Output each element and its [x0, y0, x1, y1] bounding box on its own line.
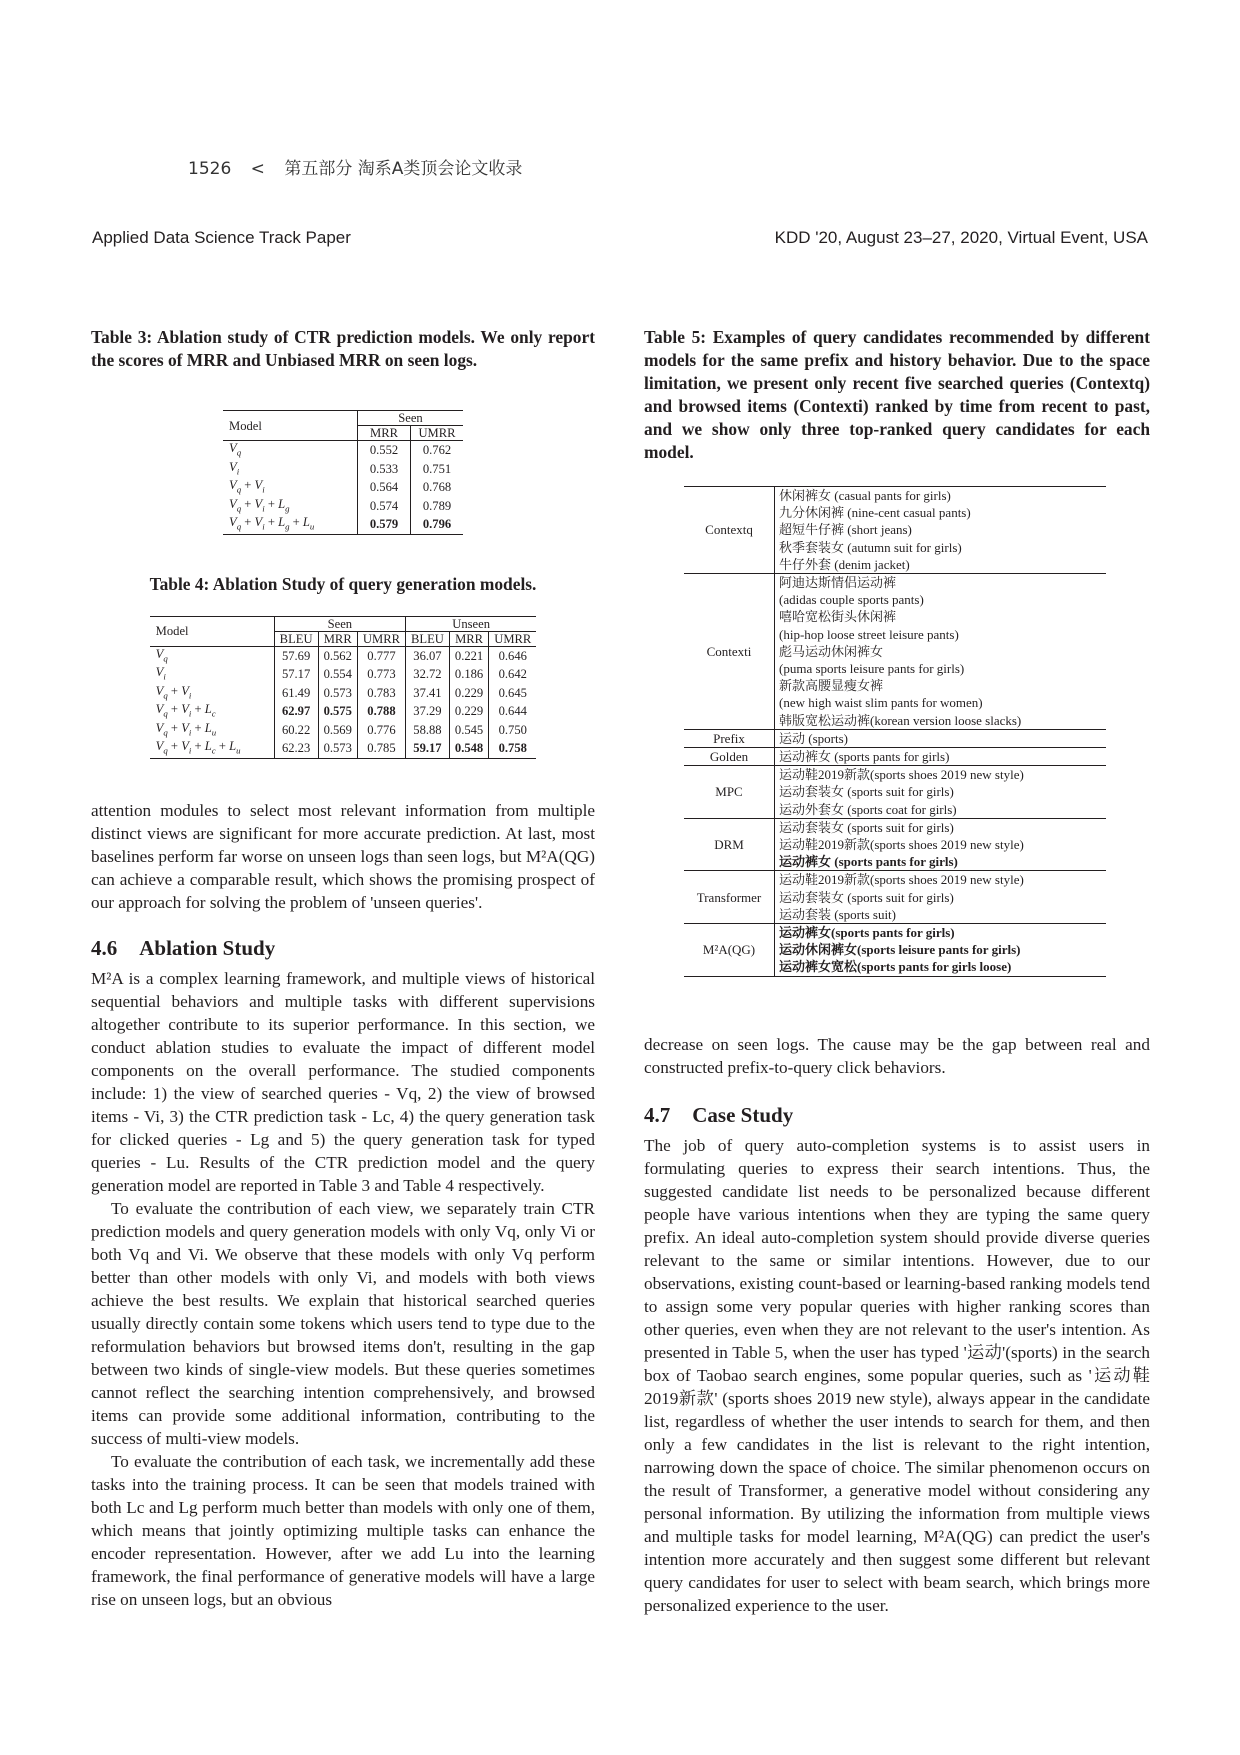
list-item: 秋季套装女 (autumn suit for girls)	[779, 539, 962, 555]
table4-cell: 0.554	[318, 665, 357, 684]
table3-model-cell: $V_i$	[229, 459, 240, 477]
table4-cell: 0.642	[489, 665, 537, 684]
table5-row-label: M²A(QG)	[684, 924, 775, 977]
list-item: (adidas couple sports pants)	[779, 592, 924, 608]
table4-col-header: UMRR	[357, 631, 405, 646]
list-item: 超短牛仔裤 (short jeans)	[779, 522, 912, 538]
table4-cell: 0.783	[357, 684, 405, 703]
table4-cell: 57.17	[274, 665, 318, 684]
list-item: (puma sports leisure pants for girls)	[779, 661, 965, 677]
table4-model-header: Model	[150, 616, 275, 646]
book-header	[188, 154, 536, 179]
list-item: 新款高腰显瘦女裤	[779, 678, 884, 694]
table4-cell: 60.22	[274, 721, 318, 740]
section-title: Case Study	[692, 1102, 794, 1127]
table4-cell: 0.569	[318, 721, 357, 740]
table4-cell: 0.773	[357, 665, 405, 684]
table3	[223, 410, 463, 535]
table-row	[684, 871, 1106, 924]
section-heading-4-6	[91, 936, 595, 961]
list-item: 运动裤女(sports pants for girls)	[779, 925, 955, 941]
table4-cell: 0.644	[489, 702, 537, 721]
table5-row-label: DRM	[684, 818, 775, 871]
table4-col-header: UMRR	[489, 631, 537, 646]
paragraph: M²A is a complex learning framework, and multiple views of historical sequential behaviors and multiple tasks with different supervisions altogether contribute to its superior performance. In this section, we conduct ablation studies to evaluate the impact of different model components on the overall performance. The studied components include: 1) the view of searched queries - Vq, 2) the view of browsed items - Vi, 3) the CTR prediction task - Lc, 4) the query generation task for clicked queries - Lg and 5) the query generation task for typed queries - Lu. Results of the CTR prediction model and the query generation model are reported in Table 3 and Table 4 respectively.	[91, 968, 595, 1195]
list-item: 运动套装 (sports suit)	[779, 906, 897, 922]
table-row	[223, 515, 463, 534]
table4-cell: 36.07	[406, 646, 450, 665]
table3-cell: 0.762	[411, 441, 464, 460]
right-column	[644, 326, 1150, 1617]
table3-cell: 0.579	[358, 515, 411, 534]
paragraph: To evaluate the contribution of each view, we separately train CTR prediction models and query generation models with only Vq, only Vi or both Vq and Vi. We observe that these models with only Vq perform better than other models with only Vi, and models with both views achieve the best results. We explain that historical searched queries usually directly contain some tokens which users tend to type due to the reformulation behaviors but browsed items don't, resulting in the gap between two kinds of single-view models. But these queries sometimes cannot reflect the searching intention comprehensively, and browsed items can provide some additional information, contributing to the success of multi-view models.	[91, 1198, 595, 1448]
table4-cell: 0.545	[449, 721, 488, 740]
table5-candidates	[775, 574, 1107, 730]
list-item: (hip-hop loose street leisure pants)	[779, 626, 959, 642]
paragraph: attention modules to select most relevant information from multiple distinct views are significant for more accurate prediction. At last, most baselines perform far worse on unseen logs than seen logs, but M²A(QG) can achieve a comparable result, which shows the promising prospect of our approach for solving the problem of 'unseen queries'.	[91, 800, 595, 912]
table5-row-label: Golden	[684, 748, 775, 766]
table4-cell: 0.758	[489, 739, 537, 758]
list-item: 运动裤女宽松(sports pants for girls loose)	[779, 959, 1012, 975]
paragraph: The job of query auto-completion systems is to assist users in formulating queries to express their search intentions. Thus, the suggested candidate list needs to be personalized because different people have various intentions when they are typing the same query prefix. An ideal auto-completion system should provide diverse queries relevant to the same or similar intentions. However, due to our observations, existing count-based or learning-based ranking models tend to assign some very popular queries with higher ranking scores than other queries, even when they are not relevant to the user's intention. As presented in Table 5, when the user has typed '运动'(sports) in the search box of Taobao search engines, some popular queries, such as '运动鞋2019新款' (sports shoes 2019 new style), always appear in the candidate list, regardless of whether the user intends to search for them, and then only a few candidates in the list is relevant to the right intention, narrowing down the space of choice. The similar phenomenon occurs on the result of Transformer, a generative model without considering any personal information. By utilizing the information from multiple views and multiple tasks for model learning, M²A(QG) can predict the user's intention more accurately and then suggest some different but relevant query candidates for user to select with beam search, which brings more personalized experience to the user.	[644, 1135, 1150, 1615]
table4-cell: 0.573	[318, 739, 357, 758]
table4-group-unseen: Unseen	[406, 616, 537, 631]
table4-col-header: BLEU	[406, 631, 450, 646]
list-item: 运动 (sports)	[779, 730, 848, 746]
table-row	[684, 748, 1106, 766]
table5	[684, 486, 1106, 977]
table-row	[223, 497, 463, 516]
list-item: 九分休闲裤 (nine-cent casual pants)	[779, 505, 971, 521]
table4-cell: 0.186	[449, 665, 488, 684]
table5-candidates	[775, 818, 1107, 871]
table3-model-cell: $V_q + V_i + L_g$	[229, 496, 290, 514]
table4-cell: 0.646	[489, 646, 537, 665]
table3-cell: 0.768	[411, 478, 464, 497]
running-header-right: KDD '20, August 23–27, 2020, Virtual Event, USA	[774, 228, 1148, 247]
table-row	[684, 574, 1106, 730]
table5-candidates	[775, 748, 1107, 766]
table4-model-cell: $V_q + V_i$	[155, 683, 192, 701]
table4-model-cell: $V_i$	[155, 665, 166, 682]
table3-caption: Table 3: Ablation study of CTR prediction models. We only report the scores of MRR and Unbiased MRR on seen logs.	[91, 327, 595, 370]
table4-cell: 0.776	[357, 721, 405, 740]
table4-cell: 37.41	[406, 684, 450, 703]
table3-model-cell: $V_q$	[229, 441, 242, 458]
list-item: 运动裤女 (sports pants for girls)	[779, 854, 958, 870]
list-item: 运动休闲裤女(sports leisure pants for girls)	[779, 942, 1021, 958]
table3-cell: 0.552	[358, 441, 411, 460]
table-row	[223, 460, 463, 479]
table4-model-cell: $V_q + V_i + L_c$	[155, 702, 216, 719]
table4-col-header: BLEU	[274, 631, 318, 646]
table4-cell: 0.562	[318, 646, 357, 665]
table5-row-label: MPC	[684, 766, 775, 819]
table4-cell: 32.72	[406, 665, 450, 684]
table4-col-header: MRR	[449, 631, 488, 646]
table5-row-label: Contextq	[684, 487, 775, 574]
table-row	[150, 702, 537, 721]
list-item: 阿迪达斯情侣运动裤	[779, 575, 897, 591]
table3-cell: 0.751	[411, 460, 464, 479]
table4-cell: 0.645	[489, 684, 537, 703]
table4-cell: 59.17	[406, 739, 450, 758]
table5-row-label: Contexti	[684, 574, 775, 730]
table5-candidates	[775, 487, 1107, 574]
section-title: Ablation Study	[139, 935, 276, 960]
table4-model-cell: $V_q$	[155, 646, 168, 664]
table-row	[150, 684, 537, 703]
table4-model-cell: $V_q + V_i + L_c + L_u$	[150, 739, 275, 758]
table3-cell: 0.533	[358, 460, 411, 479]
table3-cell: 0.574	[358, 497, 411, 516]
list-item: 嘻哈宽松街头休闲裤	[779, 609, 897, 625]
list-item: 运动鞋2019新款(sports shoes 2019 new style)	[779, 837, 1024, 853]
book-header-title: 第五部分 淘系A类顶会论文收录	[284, 159, 523, 179]
paragraph: To evaluate the contribution of each task, we incrementally add these tasks into the training process. It can be seen that models trained with both Lc and Lg perform much better than models with only one of them, which means that jointly optimizing multiple tasks can enhance the encoder representation. However, after we add Lu into the learning framework, the final performance of generative models will have a large rise on unseen logs, but an obvious	[91, 1451, 595, 1609]
table4-cell: 0.750	[489, 721, 537, 740]
table-row	[684, 924, 1106, 977]
running-header-left: Applied Data Science Track Paper	[92, 228, 351, 247]
list-item: 运动套装女 (sports suit for girls)	[779, 819, 954, 835]
list-item: 运动套装女 (sports suit for girls)	[779, 889, 954, 905]
list-item: 休闲裤女 (casual pants for girls)	[779, 488, 951, 503]
table4-cell: 0.229	[449, 702, 488, 721]
table-row	[150, 739, 537, 758]
table3-col-mrr: MRR	[358, 426, 411, 441]
table4-col-header: MRR	[318, 631, 357, 646]
table5-row-label: Transformer	[684, 871, 775, 924]
table4-cell: 0.221	[449, 646, 488, 665]
list-item: 运动套装女 (sports suit for girls)	[779, 784, 954, 800]
table4-cell: 0.575	[318, 702, 357, 721]
list-item: 运动鞋2019新款(sports shoes 2019 new style)	[779, 872, 1024, 888]
list-item: 韩版宽松运动裤(korean version loose slacks)	[779, 712, 1022, 728]
table4-cell: 0.548	[449, 739, 488, 758]
table3-model-header: Model	[223, 411, 358, 441]
table4-cell: 62.23	[274, 739, 318, 758]
table4-group-seen: Seen	[274, 616, 405, 631]
table4-cell: 0.777	[357, 646, 405, 665]
table-row	[150, 646, 537, 665]
table4-cell: 0.788	[357, 702, 405, 721]
table-row	[684, 818, 1106, 871]
table4-cell: 0.229	[449, 684, 488, 703]
table4-model-cell: $V_q + V_i + L_u$	[155, 720, 217, 738]
table3-model-cell: $V_q + V_i$	[229, 478, 265, 495]
table4-cell: 58.88	[406, 721, 450, 740]
table5-candidates	[775, 729, 1107, 747]
table-row	[150, 721, 537, 740]
table5-candidates	[775, 766, 1107, 819]
table4	[150, 616, 537, 759]
table5-candidates	[775, 924, 1107, 977]
paragraph: decrease on seen logs. The cause may be the gap between real and constructed prefix-to-query click behaviors.	[644, 1034, 1150, 1077]
table-row	[684, 487, 1106, 574]
table3-group-header: Seen	[358, 411, 464, 426]
section-heading-4-7	[644, 1103, 1150, 1128]
section-number: 4.7	[644, 1102, 671, 1127]
table-row	[684, 729, 1106, 747]
book-header-separator: <	[250, 159, 265, 179]
list-item: (new high waist slim pants for women)	[779, 695, 983, 711]
table4-cell: 57.69	[274, 646, 318, 665]
table4-cell: 37.29	[406, 702, 450, 721]
table4-cell: 0.785	[357, 739, 405, 758]
table-row	[223, 478, 463, 497]
book-page-number: 1526	[188, 159, 232, 179]
table5-caption: Table 5: Examples of query candidates recommended by different models for the same prefix and history behavior. Due to the space limitation, we present only recent five searched queries (Contextq) and browsed items (Contexti) ranked by time from recent to past, and we show only three top-ranked query candidates for each model.	[644, 327, 1150, 462]
left-column	[91, 326, 595, 1611]
table5-candidates	[775, 871, 1107, 924]
list-item: 彪马运动休闲裤女	[779, 643, 884, 659]
list-item: 运动鞋2019新款(sports shoes 2019 new style)	[779, 767, 1024, 783]
table-row	[684, 766, 1106, 819]
table4-caption: Table 4: Ablation Study of query generation models.	[149, 573, 537, 594]
table-row	[150, 665, 537, 684]
section-number: 4.6	[91, 935, 118, 960]
table3-model-cell: $V_q + V_i + L_g + L_u$	[223, 515, 358, 534]
list-item: 运动裤女 (sports pants for girls)	[779, 749, 950, 765]
table4-cell: 62.97	[274, 702, 318, 721]
table4-cell: 0.573	[318, 684, 357, 703]
list-item: 牛仔外套 (denim jacket)	[779, 556, 910, 572]
table5-row-label: Prefix	[684, 729, 775, 747]
table3-cell: 0.796	[411, 515, 464, 534]
table-row	[223, 441, 463, 460]
table4-cell: 61.49	[274, 684, 318, 703]
list-item: 运动外套女 (sports coat for girls)	[779, 801, 957, 817]
table3-cell: 0.564	[358, 478, 411, 497]
table3-col-umrr: UMRR	[411, 426, 464, 441]
table3-cell: 0.789	[411, 497, 464, 516]
